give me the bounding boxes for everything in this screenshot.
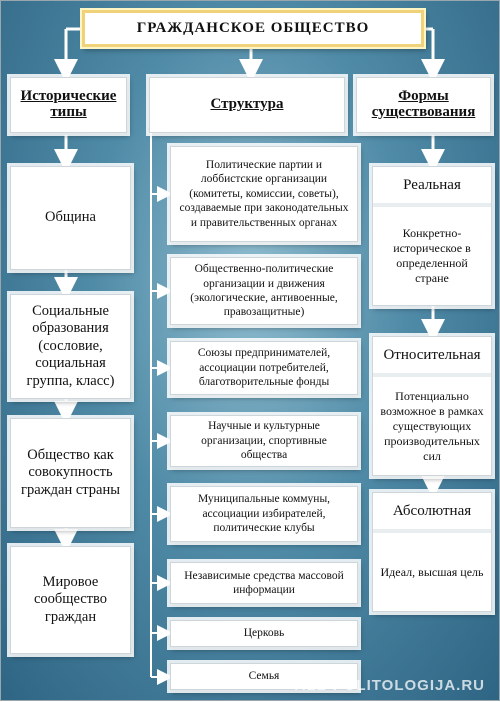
form-relative <box>372 336 492 476</box>
center-item-1: Общественно-политические организации и движения (экологические, антивоенные, правозащитные) <box>170 257 358 325</box>
form-absolute-name: Абсолютная <box>373 493 491 533</box>
form-real-name: Реальная <box>373 167 491 207</box>
center-item-7: Семья <box>170 663 358 690</box>
form-real <box>372 166 492 306</box>
center-item-0: Политические партии и лоббистские организации (комитеты, комиссии, советы), создаваемые при законодательных и правительственных органах <box>170 146 358 242</box>
center-item-4: Муниципальные коммуны, ассоциации избирателей, политические клубы <box>170 486 358 542</box>
center-item-2: Союзы предпринимателей, ассоциации потребителей, благотворительные фонды <box>170 341 358 395</box>
center-item-5: Независимые средства массовой информации <box>170 562 358 604</box>
form-relative-name: Относительная <box>373 337 491 377</box>
center-item-3: Научные и культурные организации, спортивные общества <box>170 415 358 467</box>
left-item-2: Общество как совокупность граждан страны <box>10 418 131 528</box>
form-relative-desc: Потенциально возможное в рамках существующих производительных сил <box>380 388 484 463</box>
center-item-6: Церковь <box>170 620 358 647</box>
header-historical-types: Исторические типы <box>10 77 127 133</box>
header-structure: Структура <box>149 77 345 133</box>
form-absolute-desc: Идеал, высшая цель <box>380 564 484 579</box>
left-item-0: Община <box>10 166 131 270</box>
form-real-desc: Конкретно-историческое в определенной стране <box>393 226 471 285</box>
left-item-3: Мировое сообщество граждан <box>10 546 131 654</box>
header-forms: Формы существования <box>356 77 491 133</box>
left-item-1: Социальные образования (сословие, социальная группа, класс) <box>10 294 131 399</box>
form-absolute <box>372 492 492 612</box>
diagram-title: ГРАЖДАНСКОЕ ОБЩЕСТВО <box>82 10 424 47</box>
watermark-text: ALL-POLITOLOGIJA.RU <box>294 677 485 694</box>
